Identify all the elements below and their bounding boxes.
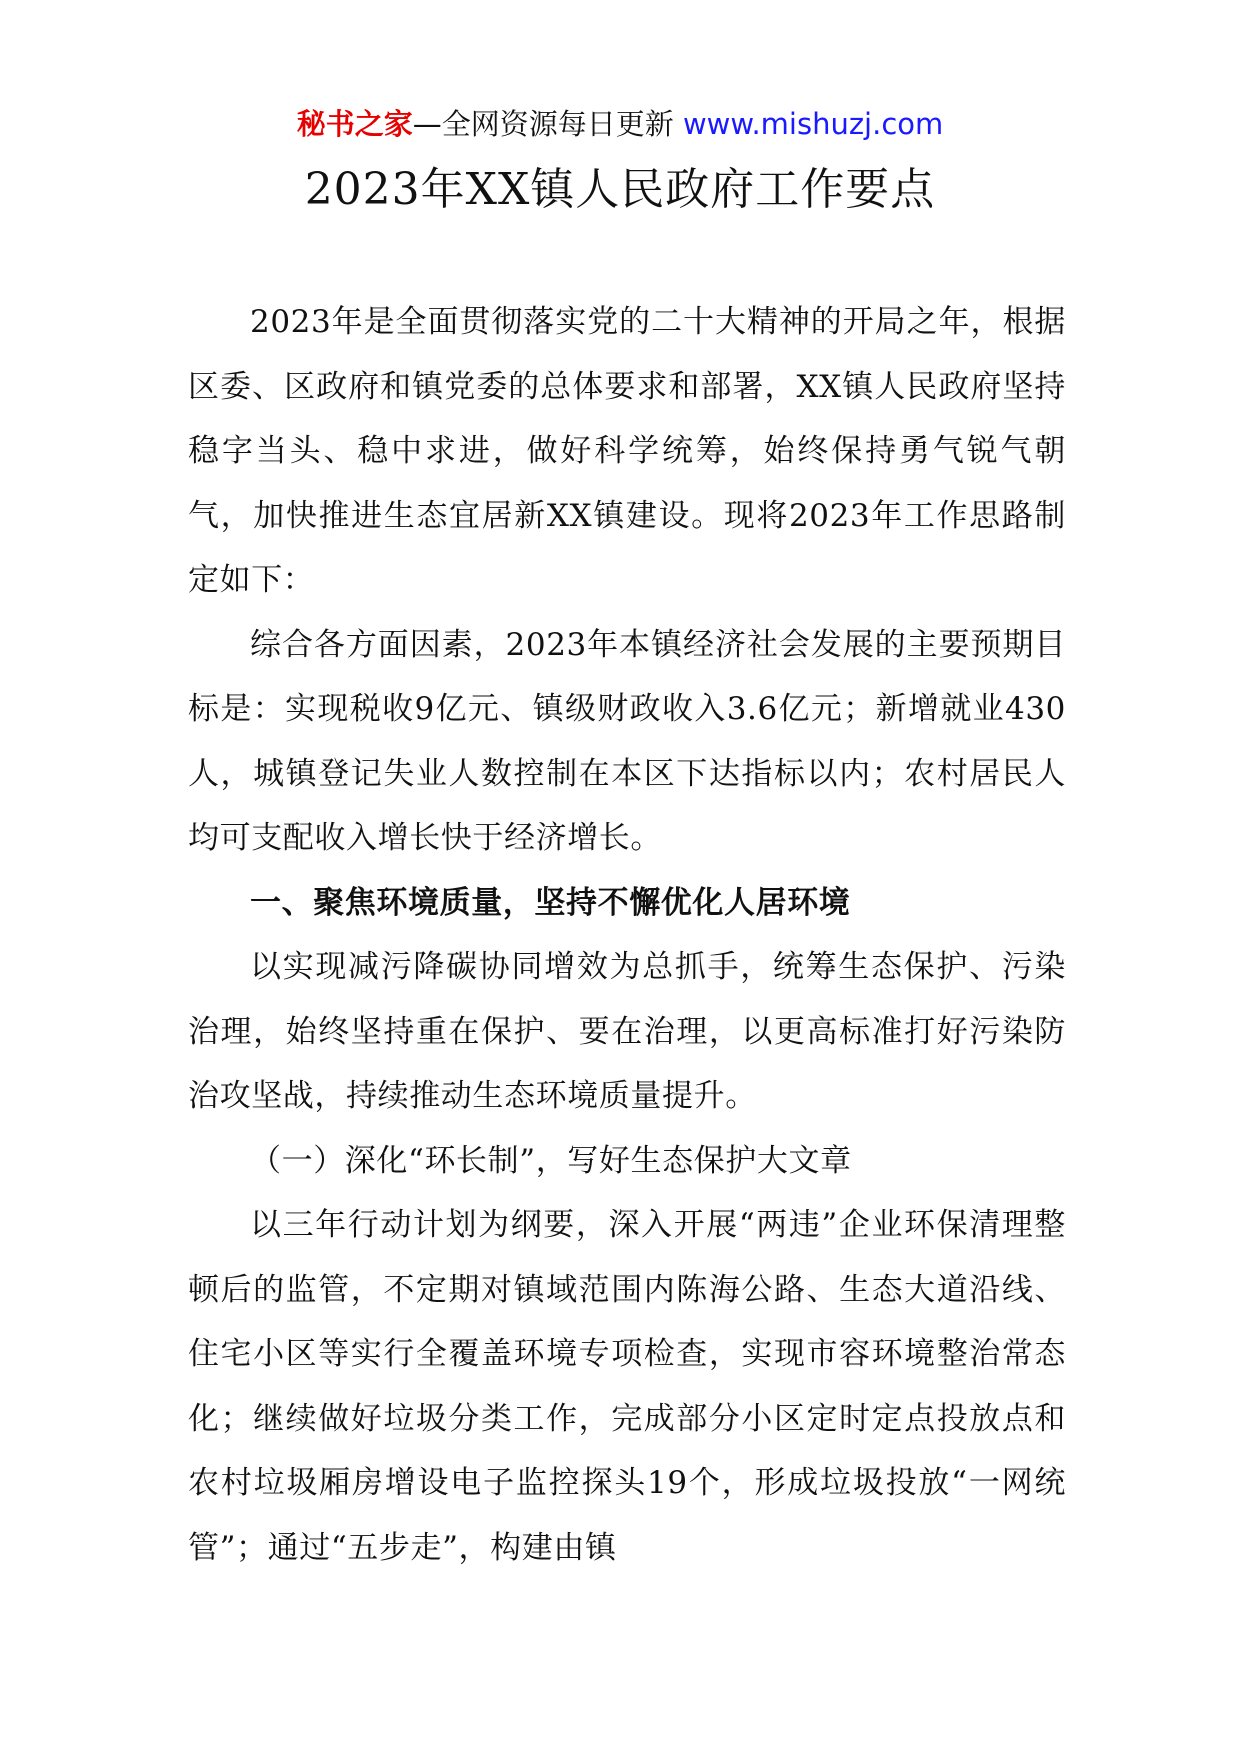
section-heading: 一、聚焦环境质量，坚持不懈优化人居环境 <box>250 884 851 921</box>
intro-paragraph: 2023年是全面贯彻落实党的二十大精神的开局之年，根据区委、区政府和镇党委的总体要求和部署，XX镇人民政府坚持稳字当头、稳中求进，做好科学统筹，始终保持勇气锐气朝气，加快推进生态宜居新XX镇建设。现将2023年工作思路制定如下： <box>188 304 1066 598</box>
targets-paragraph: 综合各方面因素，2023年本镇经济社会发展的主要预期目标是：实现税收9亿元、镇级财政收入3.6亿元；新增就业430人，城镇登记失业人数控制在本区下达指标以内；农村居民人均可支配收入增长快于经济增长。 <box>188 626 1066 856</box>
watermark-brand: 秘书之家 <box>296 107 413 141</box>
section-intro-paragraph: 以实现减污降碳协同增效为总抓手，统筹生态保护、污染治理，始终坚持重在保护、要在治理，以更高标准打好污染防治攻坚战，持续推动生态环境质量提升。 <box>188 949 1066 1114</box>
document-title: 2023年XX镇人民政府工作要点 <box>304 164 936 215</box>
subsection-paragraph: 以三年行动计划为纲要，深入开展“两违”企业环保清理整顿后的监管，不定期对镇域范围内陈海公路、生态大道沿线、住宅小区等实行全覆盖环境专项检查，实现市容环境整治常态化；继续做好垃圾分类工作，完成部分小区定时定点投放点和农村垃圾厢房增设电子监控探头19个，形成垃圾投放“一网统管”；通过“五步走”，构建由镇 <box>188 1207 1066 1566</box>
watermark-tagline: —全网资源每日更新 <box>412 107 683 141</box>
watermark-url[interactable]: www.mishuzj.com <box>682 107 944 141</box>
subsection-heading: （一）深化“环长制”，写好生态保护大文章 <box>250 1142 852 1179</box>
watermark-banner <box>0 104 1240 144</box>
document-body <box>188 290 1066 1580</box>
